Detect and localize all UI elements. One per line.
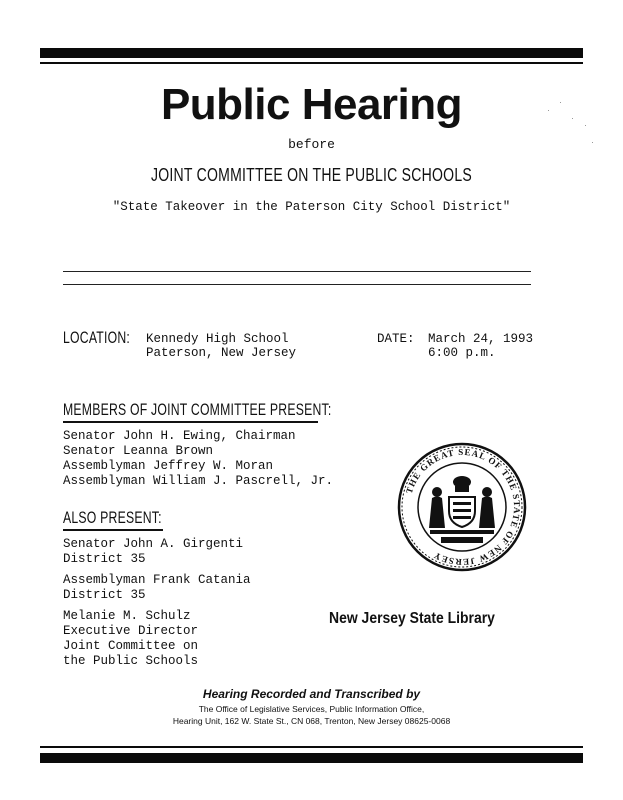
recorded-by: Hearing Recorded and Transcribed by [202, 687, 421, 701]
also-group-1 [63, 537, 243, 567]
date-label: DATE: [377, 332, 415, 346]
location-line-1: Kennedy High School [146, 332, 289, 346]
list-item: Melanie M. Schulz [63, 609, 191, 623]
list-item: Assemblyman Frank Catania [63, 573, 251, 587]
scan-speck [585, 125, 586, 126]
list-item: District 35 [63, 588, 146, 602]
library-stamp: New Jersey State Library [329, 610, 495, 627]
list-item: the Public Schools [63, 654, 199, 668]
also-present-underline [63, 529, 163, 531]
location-line-2: Paterson, New Jersey [146, 346, 297, 360]
list-item: District 35 [63, 552, 146, 566]
divider-rule-1 [63, 271, 531, 272]
list-item: Senator John A. Girgenti [63, 537, 244, 551]
also-present-heading: ALSO PRESENT: [63, 508, 162, 527]
scan-speck [572, 118, 573, 119]
list-item: Joint Committee on [63, 639, 199, 653]
date-line-1: March 24, 1993 [428, 332, 534, 346]
scan-speck [560, 102, 561, 103]
top-thin-bar [40, 62, 583, 64]
members-heading: MEMBERS OF JOINT COMMITTEE PRESENT: [63, 400, 332, 419]
state-seal-icon [397, 442, 527, 572]
bottom-thin-bar [40, 746, 583, 748]
list-item: Executive Director [63, 624, 199, 638]
hearing-subject: "State Takeover in the Paterson City School District" [112, 200, 511, 214]
list-item: Senator Leanna Brown [63, 444, 214, 458]
also-group-3 [63, 609, 198, 669]
committee-name: JOINT COMMITTEE ON THE PUBLIC SCHOOLS [151, 165, 472, 185]
before-label: before [288, 137, 335, 152]
page-title: Public Hearing [160, 80, 463, 129]
seal-ring-text: THE GREAT SEAL OF THE STATE OF NEW JERSEY [403, 446, 523, 568]
scan-speck [548, 110, 549, 111]
scan-speck [592, 142, 593, 143]
date-line-2: 6:00 p.m. [428, 346, 496, 360]
list-item: Senator John H. Ewing, Chairman [63, 429, 296, 443]
address-line: Hearing Unit, 162 W. State St., CN 068, Trenton, New Jersey 08625-0068 [172, 716, 451, 726]
location-label: LOCATION: [63, 328, 131, 347]
office-line: The Office of Legislative Services, Public Information Office, [198, 704, 425, 714]
also-group-2 [63, 573, 251, 603]
bottom-thick-bar [40, 753, 583, 763]
divider-rule-2 [63, 284, 531, 285]
members-heading-underline [63, 421, 318, 423]
list-item: Assemblyman William J. Pascrell, Jr. [63, 474, 334, 488]
top-thick-bar [40, 48, 583, 58]
list-item: Assemblyman Jeffrey W. Moran [63, 459, 274, 473]
members-list [63, 429, 333, 489]
